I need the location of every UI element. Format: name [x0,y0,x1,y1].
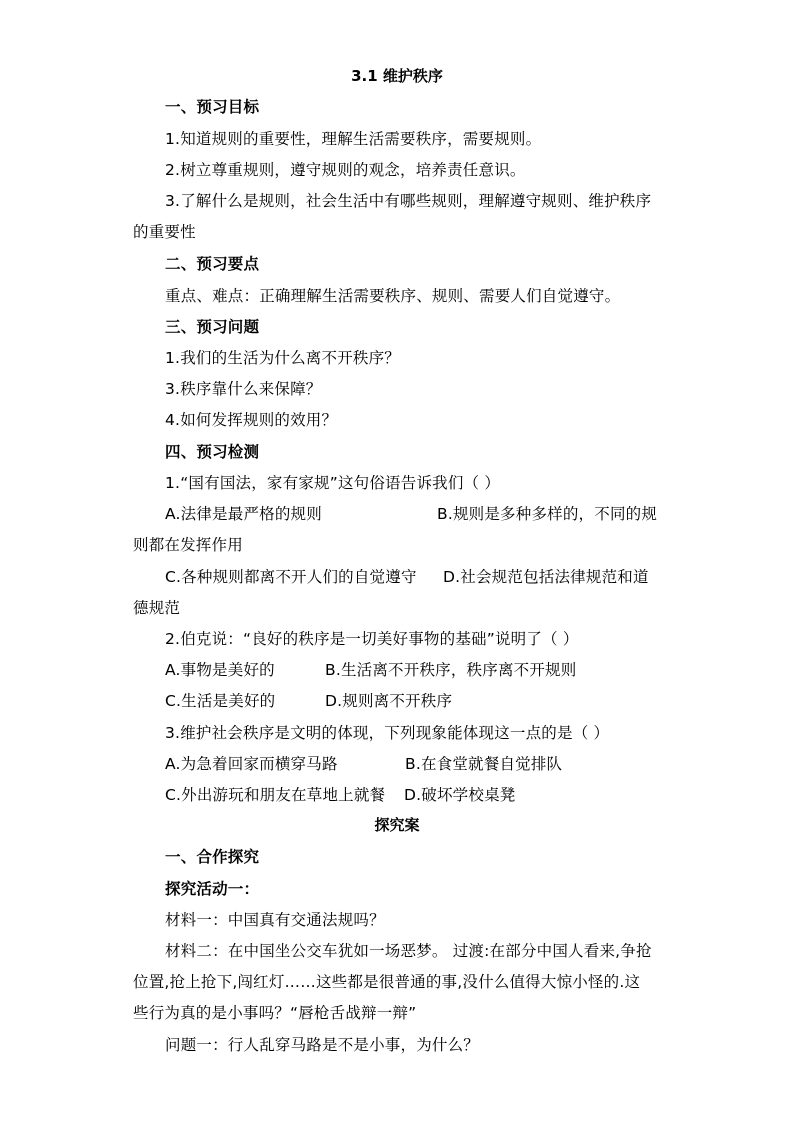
test-q1-option-b: B.规则是多种多样的，不同的规 [437,505,658,523]
question-item-1: 1.我们的生活为什么离不开秩序？ [165,349,400,367]
test-q2-option-c: C.生活是美好的 [165,692,276,710]
question-item-2: 3.秩序靠什么来保障？ [165,380,322,398]
test-q1-option-b-cont: 则都在发挥作用 [133,536,243,554]
test-q2-stem: 2.伯克说：“良好的秩序是一切美好事物的基础”说明了（ ） [165,630,579,648]
goal-item-1: 1.知道规则的重要性，理解生活需要秩序，需要规则。 [165,130,542,148]
test-q2-option-d: D.规则离不开秩序 [325,692,453,710]
material-2-line-3: 些行为真的是小事吗？“唇枪舌战辩一辩” [133,1004,417,1022]
section-heading-preview-questions: 三、预习问题 [165,318,260,336]
key-points-text: 重点、难点：正确理解生活需要秩序、规则、需要人们自觉遵守。 [165,287,621,305]
section-heading-cooperation: 一、合作探究 [165,848,260,866]
section-heading-preview-points: 二、预习要点 [165,255,260,273]
test-q1-option-d: D.社会规范包括法律规范和道 [443,568,649,586]
material-2-line-1: 材料二：在中国坐公交车犹如一场恶梦。 过渡:在部分中国人看来,争抢 [165,942,652,960]
test-q2-option-b: B.生活离不开秩序，秩序离不开规则 [325,661,577,679]
goal-item-3: 3.了解什么是规则，社会生活中有哪些规则，理解遵守规则、维护秩序 [165,192,652,210]
question-item-3: 4.如何发挥规则的效用？ [165,411,338,429]
section-heading-preview-test: 四、预习检测 [165,443,260,461]
test-q3-stem: 3.维护社会秩序是文明的体现，下列现象能体现这一点的是（ ） [165,724,610,742]
test-q3-option-b: B.在食堂就餐自觉排队 [405,755,563,773]
test-q1-option-a: A.法律是最严格的规则 [165,505,322,523]
test-q3-option-a: A.为急着回家而横穿马路 [165,755,338,773]
test-q3-option-d: D.破坏学校桌凳 [404,786,516,804]
section-subtitle-inquiry: 探究案 [374,816,420,834]
material-1: 材料一：中国真有交通法规吗？ [165,911,385,929]
test-q2-option-a: A.事物是美好的 [165,661,275,679]
test-q1-stem: 1.“国有国法，家有家规”这句俗语告诉我们（ ） [165,474,501,492]
test-q3-option-c: C.外出游玩和朋友在草地上就餐 [165,786,386,804]
test-q1-option-c: C.各种规则都离不开人们的自觉遵守 [165,568,417,586]
goal-item-3-cont: 的重要性 [133,223,196,241]
goal-item-2: 2.树立尊重规则，遵守规则的观念，培养责任意识。 [165,161,526,179]
activity-label: 探究活动一： [165,880,260,898]
section-heading-preview-goals: 一、预习目标 [165,98,260,116]
inquiry-question-1: 问题一：行人乱穿马路是不是小事，为什么？ [165,1036,480,1054]
material-2-line-2: 位置,抢上抢下,闯红灯……这些都是很普通的事,没什么值得大惊小怪的.这 [133,973,641,991]
document-title: 3.1 维护秩序 [351,67,443,85]
test-q1-option-d-cont: 德规范 [133,599,181,617]
